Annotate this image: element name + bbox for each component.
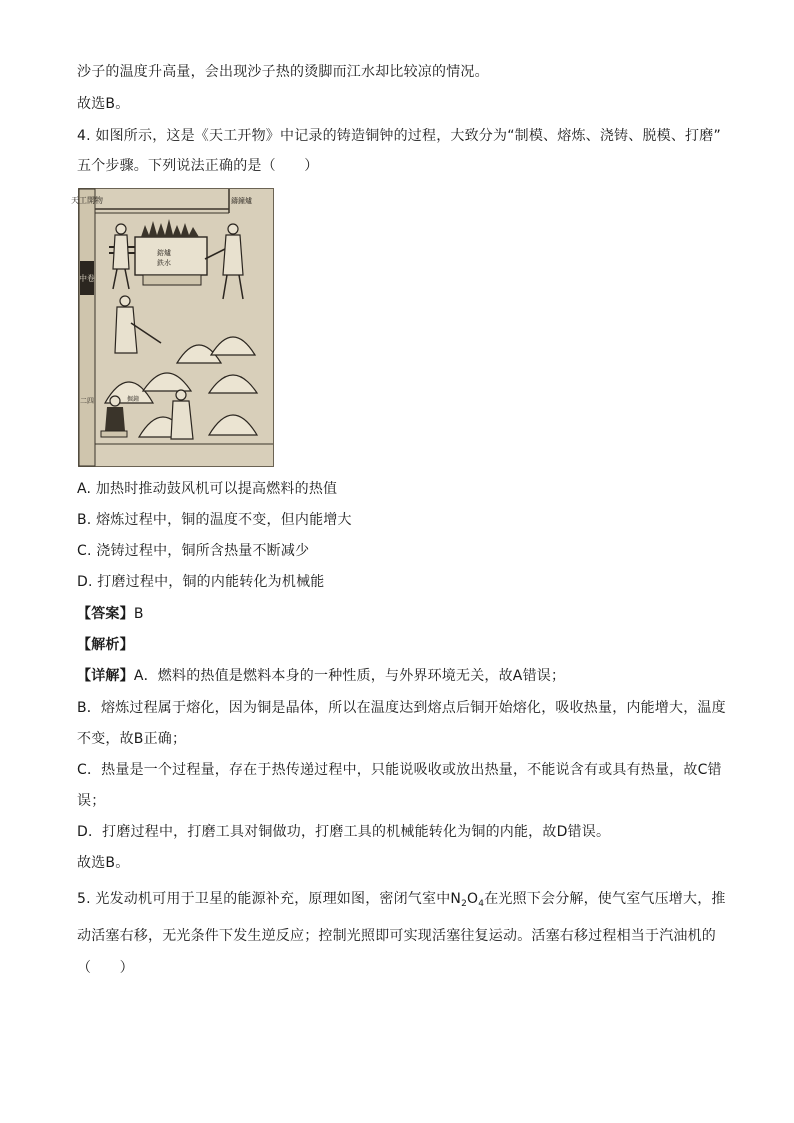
furnace-label-2: 鉄水	[157, 259, 171, 267]
prev-conclusion: 故选B。	[77, 96, 130, 112]
answer-tag: 【答案】	[77, 606, 134, 622]
question-4-stem-line1: 4. 如图所示，这是《天工开物》中记录的铸造铜钟的过程，大致分为“制模、熔炼、浇铸、脱模、打磨”	[77, 128, 721, 144]
q4-conclusion: 故选B。	[77, 855, 130, 871]
figure-caption: 鑄鐘爐	[231, 197, 252, 205]
side-label-mid: 中卷	[79, 274, 95, 283]
option-a: A. 加热时推动鼓风机可以提高燃料的热值	[77, 481, 338, 497]
q5-sub-1: 2	[461, 899, 468, 909]
prev-answer-text: 沙子的温度升高量，会出现沙子热的烫脚而江水却比较凉的情况。	[77, 64, 489, 80]
side-label-bottom: 二四	[80, 397, 94, 405]
q5-text-b: O	[467, 891, 479, 907]
side-label-top: 天工開物	[71, 196, 103, 205]
q5-text-a: 5. 光发动机可用于卫星的能源补充，原理如图，密闭气室中N	[77, 891, 462, 907]
detail-c-line2: 误；	[77, 793, 106, 809]
detail-tag: 【详解】	[77, 668, 134, 684]
answer-value: B	[133, 606, 144, 622]
q5-sub-2: 4	[478, 899, 485, 909]
answer-line	[77, 604, 144, 624]
analysis-tag: 【解析】	[77, 637, 134, 653]
q5-text-c: 在光照下会分解，使气室气压增大，推	[484, 891, 726, 907]
option-d: D. 打磨过程中，铜的内能转化为机械能	[77, 574, 325, 590]
analysis-line	[77, 635, 134, 655]
question-4-stem-line2: 五个步骤。下列说法正确的是（ ）	[77, 158, 319, 174]
detail-b-line2: 不变，故B正确；	[77, 731, 187, 747]
option-b: B. 熔炼过程中，铜的温度不变，但内能增大	[77, 512, 352, 528]
question-5-stem-line1	[77, 889, 726, 914]
detail-a-line	[77, 666, 565, 686]
small-label: 掘鐘	[127, 396, 140, 403]
furnace-label: 鎔爐	[157, 249, 171, 257]
bell-casting-illustration	[71, 188, 274, 467]
question-5-stem-line2: 动活塞右移，无光条件下发生逆反应；控制光照即可实现活塞往复运动。活塞右移过程相当于汽油机的	[77, 928, 716, 944]
detail-a: A．燃料的热值是燃料本身的一种性质，与外界环境无关，故A错误；	[133, 668, 566, 684]
option-c: C. 浇铸过程中，铜所含热量不断减少	[77, 543, 310, 559]
detail-c-line1: C．热量是一个过程量，存在于热传递过程中，只能说吸收或放出热量，不能说含有或具有热量，故C错	[77, 762, 722, 778]
question-5-stem-line3: （ ）	[77, 960, 134, 976]
detail-d: D．打磨过程中，打磨工具对铜做功，打磨工具的机械能转化为铜的内能，故D错误。	[77, 824, 611, 840]
detail-b-line1: B．熔炼过程属于熔化，因为铜是晶体，所以在温度达到熔点后铜开始熔化，吸收热量，内能增大，温度	[77, 700, 726, 716]
